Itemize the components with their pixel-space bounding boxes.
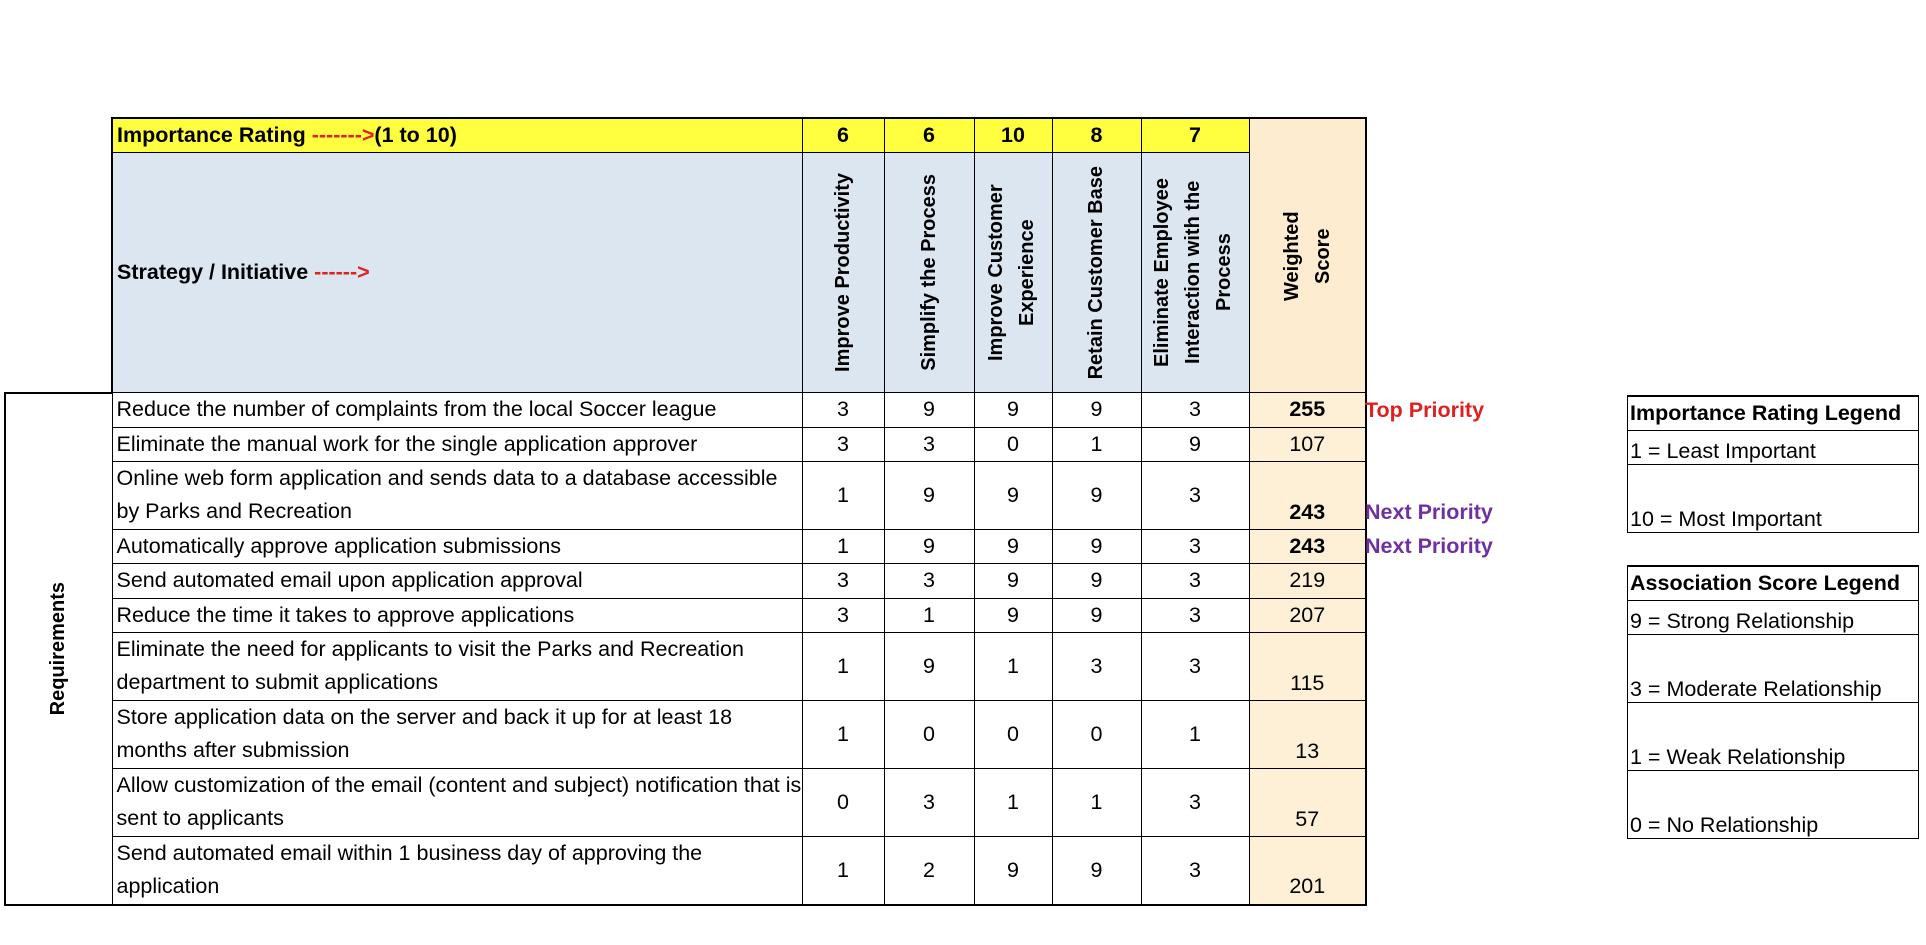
score-cell: 3 bbox=[1141, 461, 1249, 529]
score-cell: 9 bbox=[1052, 564, 1141, 598]
score-cell: 9 bbox=[884, 461, 974, 529]
score-cell: 9 bbox=[1052, 461, 1141, 529]
score-cell: 1 bbox=[802, 700, 884, 768]
table-row bbox=[5, 836, 1366, 904]
legend-item: 1 = Weak Relationship bbox=[1628, 702, 1919, 770]
rating-retain-customer-base: 8 bbox=[1052, 118, 1141, 153]
score-cell: 1 bbox=[802, 529, 884, 563]
legend-item: 10 = Most Important bbox=[1628, 464, 1919, 532]
rating-improve-productivity: 6 bbox=[802, 118, 884, 153]
score-cell: 9 bbox=[1052, 598, 1141, 632]
score-cell: 0 bbox=[802, 768, 884, 836]
legend-item: 3 = Moderate Relationship bbox=[1628, 634, 1919, 702]
score-cell: 1 bbox=[884, 598, 974, 632]
importance-rating-row bbox=[5, 118, 1366, 153]
prioritization-matrix bbox=[4, 117, 1367, 906]
table-row bbox=[5, 393, 1366, 427]
score-cell: 1 bbox=[1141, 700, 1249, 768]
weighted-score: 243 bbox=[1249, 461, 1366, 529]
weighted-score: 219 bbox=[1249, 564, 1366, 598]
requirement-text: Reduce the time it takes to approve applications bbox=[112, 598, 802, 632]
score-cell: 3 bbox=[802, 427, 884, 461]
weighted-score: 13 bbox=[1249, 700, 1366, 768]
rating-eliminate-employee-interaction: 7 bbox=[1141, 118, 1249, 153]
score-cell: 1 bbox=[1052, 768, 1141, 836]
score-cell: 9 bbox=[884, 529, 974, 563]
legend-title: Importance Rating Legend bbox=[1628, 396, 1919, 430]
score-cell: 3 bbox=[1141, 529, 1249, 563]
legend-item: 1 = Least Important bbox=[1628, 430, 1919, 464]
weighted-score: 243 bbox=[1249, 529, 1366, 563]
score-cell: 3 bbox=[1141, 564, 1249, 598]
score-cell: 3 bbox=[1141, 598, 1249, 632]
requirement-text: Eliminate the need for applicants to visit the Parks and Recreation department to submit applications bbox=[112, 632, 802, 700]
score-cell: 3 bbox=[884, 564, 974, 598]
criterion-improve-productivity: Improve Productivity bbox=[802, 153, 884, 393]
table-row bbox=[5, 461, 1366, 529]
requirements-label-cell: Requirements bbox=[5, 393, 112, 905]
weighted-score: 107 bbox=[1249, 427, 1366, 461]
rating-customer-experience: 10 bbox=[974, 118, 1052, 153]
score-cell: 1 bbox=[974, 768, 1052, 836]
weighted-score: 255 bbox=[1249, 393, 1366, 427]
score-cell: 3 bbox=[1141, 768, 1249, 836]
requirement-text: Allow customization of the email (content and subject) notification that is sent to applicants bbox=[112, 768, 802, 836]
criterion-retain-customer-base: Retain Customer Base bbox=[1052, 153, 1141, 393]
score-cell: 9 bbox=[1141, 427, 1249, 461]
score-cell: 3 bbox=[1141, 393, 1249, 427]
requirement-text: Automatically approve application submissions bbox=[112, 529, 802, 563]
score-cell: 2 bbox=[884, 836, 974, 904]
table-row bbox=[5, 768, 1366, 836]
score-cell: 3 bbox=[1141, 632, 1249, 700]
score-cell: 9 bbox=[974, 393, 1052, 427]
requirement-text: Send automated email upon application approval bbox=[112, 564, 802, 598]
score-cell: 1 bbox=[802, 836, 884, 904]
score-cell: 3 bbox=[802, 564, 884, 598]
rating-simplify-process: 6 bbox=[884, 118, 974, 153]
score-cell: 9 bbox=[974, 461, 1052, 529]
table-row bbox=[5, 529, 1366, 563]
table-row bbox=[5, 564, 1366, 598]
table-row bbox=[5, 598, 1366, 632]
requirement-text: Online web form application and sends data to a database accessible by Parks and Recreation bbox=[112, 461, 802, 529]
weighted-score: 201 bbox=[1249, 836, 1366, 904]
score-cell: 9 bbox=[884, 632, 974, 700]
strategy-initiative-label: Strategy / Initiative ------> bbox=[112, 153, 802, 393]
score-cell: 3 bbox=[1052, 632, 1141, 700]
score-cell: 3 bbox=[1141, 836, 1249, 904]
score-cell: 9 bbox=[974, 564, 1052, 598]
score-cell: 1 bbox=[802, 632, 884, 700]
score-cell: 9 bbox=[974, 836, 1052, 904]
next-priority-label: Next Priority bbox=[1365, 534, 1493, 558]
criterion-eliminate-employee-interaction: Eliminate Employee Interaction with the Process bbox=[1141, 153, 1249, 393]
score-cell: 0 bbox=[884, 700, 974, 768]
score-cell: 1 bbox=[802, 461, 884, 529]
score-cell: 0 bbox=[974, 700, 1052, 768]
criterion-customer-experience: Improve Customer Experience bbox=[974, 153, 1052, 393]
score-cell: 3 bbox=[802, 393, 884, 427]
table-row bbox=[5, 427, 1366, 461]
criteria-header-row bbox=[5, 153, 1366, 393]
requirement-text: Store application data on the server and back it up for at least 18 months after submission bbox=[112, 700, 802, 768]
importance-rating-label: Importance Rating ------->(1 to 10) bbox=[112, 118, 802, 153]
association-score-legend bbox=[1627, 565, 1919, 839]
requirement-text: Eliminate the manual work for the single application approver bbox=[112, 427, 802, 461]
score-cell: 0 bbox=[974, 427, 1052, 461]
score-cell: 9 bbox=[1052, 836, 1141, 904]
score-cell: 0 bbox=[1052, 700, 1141, 768]
criterion-simplify-process: Simplify the Process bbox=[884, 153, 974, 393]
legend-item: 0 = No Relationship bbox=[1628, 770, 1919, 838]
score-cell: 3 bbox=[884, 427, 974, 461]
score-cell: 1 bbox=[1052, 427, 1141, 461]
weighted-score-header: Weighted Score bbox=[1249, 118, 1366, 393]
requirement-text: Send automated email within 1 business day of approving the application bbox=[112, 836, 802, 904]
weighted-score: 207 bbox=[1249, 598, 1366, 632]
weighted-score: 115 bbox=[1249, 632, 1366, 700]
score-cell: 9 bbox=[1052, 393, 1141, 427]
table-row bbox=[5, 700, 1366, 768]
score-cell: 3 bbox=[802, 598, 884, 632]
top-priority-label: Top Priority bbox=[1365, 398, 1485, 422]
score-cell: 1 bbox=[974, 632, 1052, 700]
legend-title: Association Score Legend bbox=[1628, 566, 1919, 600]
score-cell: 3 bbox=[884, 768, 974, 836]
requirement-text: Reduce the number of complaints from the local Soccer league bbox=[112, 393, 802, 427]
score-cell: 9 bbox=[974, 529, 1052, 563]
score-cell: 9 bbox=[884, 393, 974, 427]
weighted-score: 57 bbox=[1249, 768, 1366, 836]
score-cell: 9 bbox=[974, 598, 1052, 632]
legend-item: 9 = Strong Relationship bbox=[1628, 600, 1919, 634]
table-row bbox=[5, 632, 1366, 700]
score-cell: 9 bbox=[1052, 529, 1141, 563]
next-priority-label: Next Priority bbox=[1365, 500, 1493, 524]
importance-rating-legend bbox=[1627, 395, 1919, 533]
